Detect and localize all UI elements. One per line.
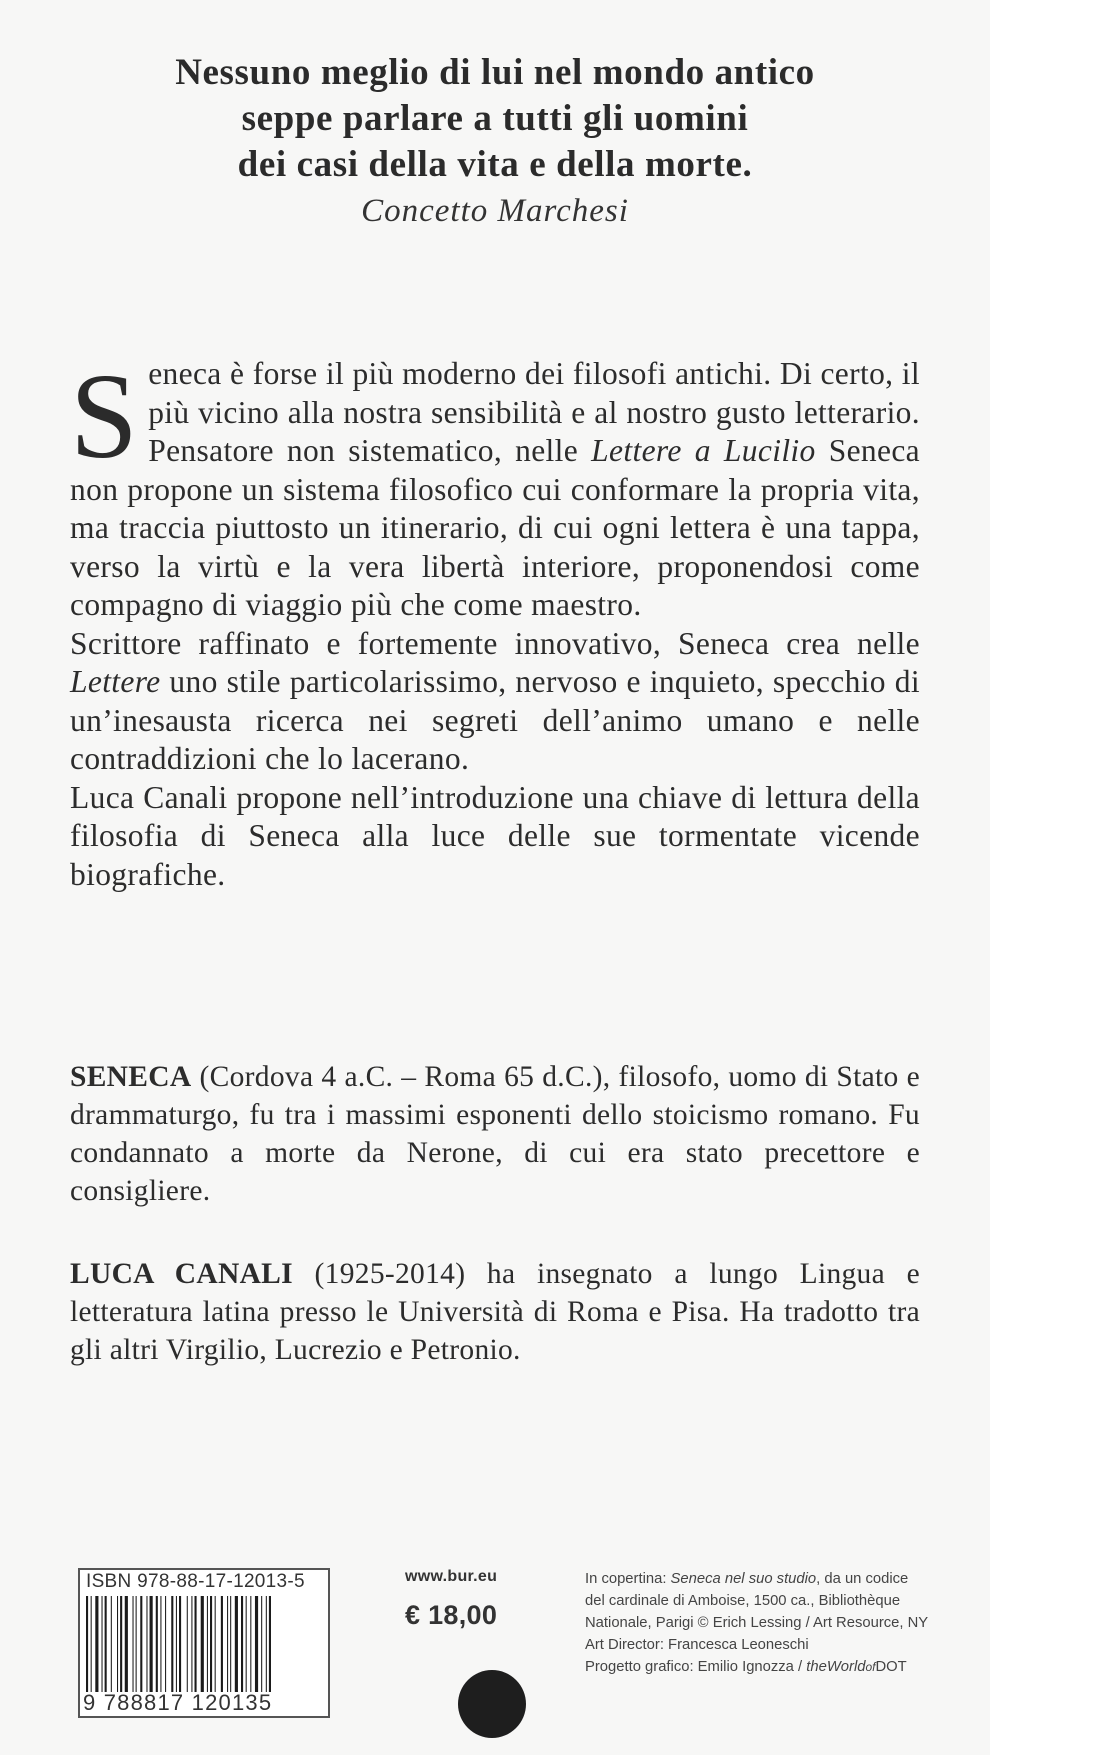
- studio-name: of: [865, 1660, 876, 1674]
- barcode-bar: [261, 1596, 262, 1692]
- design-credit-line: [585, 1656, 985, 1678]
- cover-credits: [585, 1568, 985, 1678]
- barcode-bar: [235, 1596, 238, 1692]
- book-title-reference: Lettere a Lucilio: [591, 433, 816, 468]
- barcode-bar: [102, 1596, 103, 1692]
- barcode-bar: [250, 1596, 251, 1692]
- author-bio-canali: [70, 1255, 920, 1369]
- barcode-bar: [255, 1596, 258, 1692]
- book-title-reference: Lettere: [70, 664, 161, 699]
- barcode-bar: [207, 1596, 208, 1692]
- publisher-website: www.bur.eu: [405, 1568, 498, 1585]
- barcode-bar: [210, 1596, 212, 1692]
- barcode-bar: [140, 1596, 142, 1692]
- barcode-bar: [125, 1596, 128, 1692]
- barcode-bar: [120, 1596, 122, 1692]
- credits-line: [585, 1568, 985, 1590]
- barcode-bar: [91, 1596, 92, 1692]
- barcode-bar: [105, 1596, 107, 1692]
- epigraph-author: Concetto Marchesi: [361, 193, 629, 229]
- barcode-bar: [227, 1596, 228, 1692]
- barcode-bar: [269, 1596, 271, 1692]
- credits-text: , da un codice: [816, 1571, 909, 1587]
- studio-name: theWorld: [806, 1659, 866, 1675]
- barcode-bar: [215, 1596, 216, 1692]
- barcode-bar: [165, 1596, 166, 1692]
- blurb-paragraph-1: [70, 349, 920, 625]
- barcode-digits: 9 788817 120135: [83, 1690, 273, 1715]
- credits-line: del cardinale di Amboise, 1500 ca., Bibliothèque: [585, 1593, 901, 1609]
- blurb-paragraph-3: Luca Canali propone nell’introduzione una chiave di lettura della filosofia di Seneca alla luce delle sue tormentate vicende biografiche.: [70, 779, 920, 892]
- barcode-bar: [246, 1596, 247, 1692]
- credits-text: Progetto grafico: Emilio Ignozza /: [585, 1659, 807, 1675]
- bio-text: (1925-2014) ha insegnato a lungo Lingua e letteratura latina presso le Università di Roma e Pisa. Ha tradotto tra gli altri Virgilio, Lucrezio e Petronio.: [70, 1258, 920, 1366]
- barcode-bar: [146, 1596, 147, 1692]
- isbn-barcode: [78, 1568, 330, 1718]
- barcode-bar: [201, 1596, 204, 1692]
- author-bio-seneca: [70, 1058, 920, 1210]
- barcode-bar: [187, 1596, 188, 1692]
- blurb-text: Scrittore raffinato e fortemente innovativo, Seneca crea nelle: [70, 625, 920, 661]
- epigraph: [100, 50, 890, 234]
- studio-name: DOT: [875, 1659, 907, 1675]
- blurb-text: uno stile particolarissimo, nervoso e inquieto, specchio di un’inesausta ricerca nei segreti dell’animo umano e nelle contraddizioni che lo lacerano.: [70, 664, 920, 776]
- barcode-bar: [171, 1596, 173, 1692]
- bio-text: (Cordova 4 a.C. – Roma 65 d.C.), filosofo, uomo di Stato e drammaturgo, fu tra i massimi esponenti dello stoicismo romano. Fu condannato a morte da Nerone, di cui era stato precettore e consigliere.: [70, 1061, 920, 1207]
- epigraph-line: dei casi della vita e della morte.: [237, 144, 753, 185]
- barcode-bar: [266, 1596, 267, 1692]
- bio-name: SENECA: [70, 1061, 192, 1093]
- credits-text: In copertina:: [585, 1571, 671, 1587]
- page-margin: [990, 0, 1107, 1755]
- barcode-bar: [86, 1596, 88, 1692]
- blurb-text: Seneca non propone un sistema filosofico cui conformare la propria vita, ma traccia piuttosto un itinerario, di cui ogni lettera è una tappa, verso la virtù e la vera libertà interiore, proponendosi come compagno di viaggio più che come maestro.: [70, 433, 920, 622]
- barcode-bar: [230, 1596, 231, 1692]
- barcode-bar: [179, 1596, 181, 1692]
- barcode-bar: [221, 1596, 223, 1692]
- barcode-bars: [86, 1596, 322, 1692]
- book-blurb: [70, 349, 920, 894]
- artwork-title: Seneca nel suo studio: [670, 1571, 817, 1587]
- price: € 18,00: [405, 1600, 498, 1630]
- barcode-bar: [195, 1596, 197, 1692]
- barcode-bar: [150, 1596, 153, 1692]
- blurb-paragraph-2: [70, 625, 920, 779]
- barcode-bar: [95, 1596, 98, 1692]
- barcode-bar: [136, 1596, 137, 1692]
- barcode-bar: [160, 1596, 161, 1692]
- barcode-bar: [133, 1596, 134, 1692]
- barcode-bar: [156, 1596, 158, 1692]
- isbn-label: ISBN 978-88-17-12013-5: [86, 1571, 305, 1592]
- art-director-line: Art Director: Francesca Leoneschi: [585, 1637, 809, 1653]
- epigraph-line: Nessuno meglio di lui nel mondo antico: [175, 52, 815, 93]
- price-block: [405, 1568, 525, 1631]
- barcode-bar: [111, 1596, 112, 1692]
- barcode-bar: [176, 1596, 177, 1692]
- bio-name: LUCA CANALI: [70, 1258, 293, 1290]
- barcode-bar: [191, 1596, 192, 1692]
- publisher-logo-icon: [458, 1670, 526, 1738]
- epigraph-line: seppe parlare a tutti gli uomini: [241, 98, 749, 139]
- credits-line: Nationale, Parigi © Erich Lessing / Art Resource, NY: [585, 1615, 929, 1631]
- drop-cap: S: [70, 349, 139, 484]
- barcode-bar: [241, 1596, 243, 1692]
- blurb-text: eneca è forse il più moderno dei filosofi antichi. Di certo, il più vicino alla nostra sensibilità e al nostro gusto letterario. Pensatore non sistematico, nelle: [148, 356, 920, 468]
- barcode-bar: [117, 1596, 118, 1692]
